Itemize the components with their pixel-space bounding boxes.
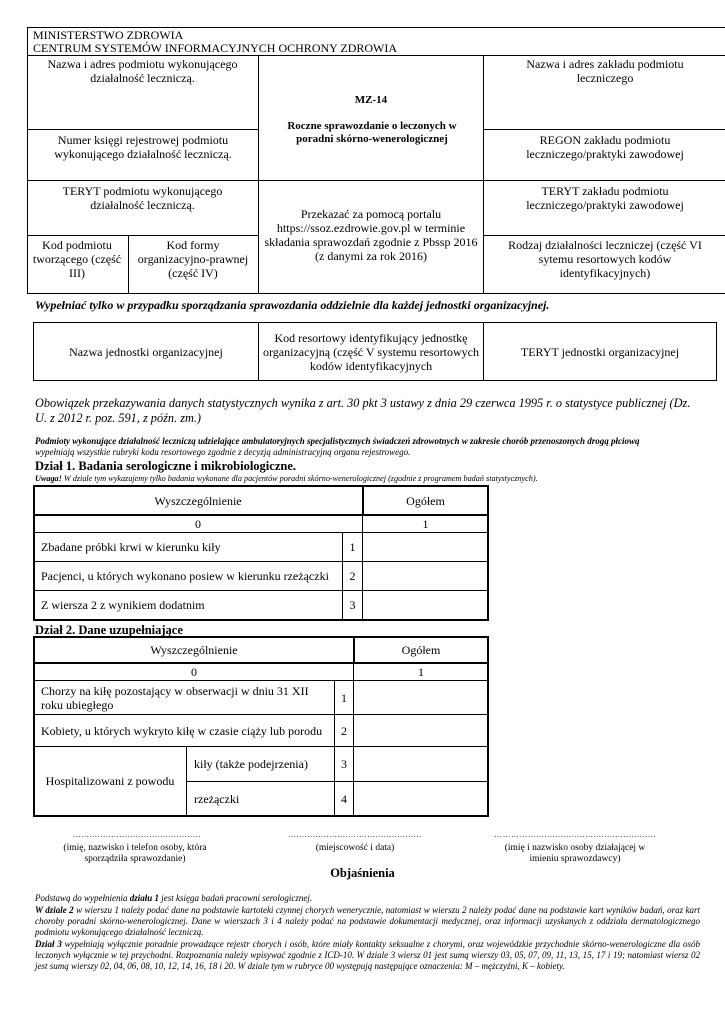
table-row-label: rzeżączki [194,792,240,806]
teryt-entity-label: TERYT podmiotu wykonującego działalność leczniczą. [62,184,223,212]
section1-title: Dział 1. Badania serologiczne i mikrobiologiczne. [35,459,296,473]
table-row-label: Zbadane próbki krwi w kierunku kiły [41,540,221,554]
ministry-name: MINISTERSTWO ZDROWIA [33,28,184,42]
entities-note-2: wypełniają wszystkie rubryki kodu resortowego zgodnie z decyzją administracyjną organu rejestrowego. [35,447,411,457]
input-cell[interactable] [354,782,487,816]
table-row-number: 2 [341,723,347,738]
section1-col1: 1 [422,517,429,531]
section2-col0: 0 [191,665,197,679]
table-row-number: 2 [349,569,356,583]
table-row-label: Chorzy na kiłę pozostający w obserwacji w dniu 31 XII roku ubiegłego [41,683,309,712]
unit-code-label: Kod resortowy identyfikujący jednostkę organizacyjną (część V systemu resortowych kodów identyfikacyjnych [263,330,479,373]
signature-line-representative: …………............................................... [494,830,656,839]
section2-head-desc: Wyszczególnienie [150,643,238,657]
regon-label: REGON zakładu podmiotu leczniczego/praktyki zawodowej [526,133,684,161]
code-entity-label: Kod podmiotu tworzącego (część III) [32,238,122,280]
table-row-label: kiły (także podejrzenia) [194,757,308,771]
unit-name-label: Nazwa jednostki organizacyjnej [69,344,223,359]
fill-note: Wypełniać tylko w przypadku sporządzania sprawozdania oddzielnie dla każdej jednostki organizacyjnej. [35,298,550,312]
input-cell[interactable] [363,591,487,619]
register-number-label: Numer księgi rejestrowej podmiotu wykonującego działalność leczniczą. [54,133,232,161]
table-row-label: Z wiersza 2 z wynikiem dodatnim [41,598,205,612]
table-row-label: Pacjenci, u których wykonano posiew w kierunku rzeżączki [41,569,329,583]
section2-head-total: Ogółem [401,643,441,657]
section2-col1: 1 [418,665,424,679]
hospitalized-label: Hospitalizowani z powodu [45,774,175,788]
section2-title: Dział 2. Dane uzupełniające [35,623,183,637]
unit-teryt-label: TERYT jednostki organizacyjnej [520,344,680,359]
signature-representative-label: (imię i nazwisko osoby działającej w imieniu sprawozdawcy) [504,843,646,864]
entities-note: Podmioty wykonujące działalność leczniczą udzielające ambulatoryjnych specjalistycznych świadczeń zdrowotnych w zakresie chorób przenoszonych drogą płciową [35,436,640,446]
section1-col0: 0 [195,517,201,531]
note-text: W dziale tym wykazujemy tylko badania wykonane dla pacjentów poradni skórno-wenerologicznej (zgodnie z programem badań statystycznych). [61,474,538,483]
explanation-3: Dział 3 wypełniają wyłącznie poradnie prowadzące rejestr chorych i osób, które miały kontakty seksualne z chorymi, oraz wojewódzkie przychodnie skórno-wenerologiczne dla osób leczonych wyłącznie w tej przychodni. Rozpoznania należy wpisywać zgodnie z ICD-10. W dziale 3 wiersz 01 jest sumą wierszy 03, 05, 07, 09, 11, 13, 15, 17 i 19; natomiast wiersz 02 jest sumą wierszy 02, 04, 06, 08, 10, 12, 14, 16, 18 i 20. W dziale tym w rubryce 00 występują następujące oznaczenia: M – mężczyźni, K – kobiety. [35,939,700,971]
explanation-1: Podstawą do wypełnienia działu 1 jest księga badań pracowni serologicznej. [35,893,313,903]
table-row-number: 4 [341,792,347,806]
teryt-facility-label: TERYT zakładu podmiotu leczniczego/praktyki zawodowej [526,184,684,212]
explanations-title: Objaśnienia [330,866,395,880]
signature-date-label: (miejscowość i data) [315,843,395,853]
input-cell[interactable] [354,715,487,746]
table-row-number: 1 [341,690,347,705]
input-cell[interactable] [363,562,487,590]
form-code: MZ-14 [354,94,388,106]
activity-type-label: Rodzaj działalności leczniczej (część VI sytemu resortowych kodów identyfikacyjnych) [508,238,702,280]
portal-info: Przekazać za pomocą portalu https://ssoz.ezdrowie.gov.pl w terminie składania sprawozdań zgodnie z Pbssp 2016 (z danymi za rok 2016) [264,207,478,263]
explanation-2: W dziale 2 w wierszu 1 należy podać dane na podstawie kartoteki czynnej chorych wenerycznie, natomiast w wierszu 2 należy podać dane na podstawie kart wyników badań, oraz kart choroby poradni skórno-wenerologicznej. Dane w wierszach 3 i 4 należy podać na podstawie dokumentacji medycznej, oraz informacji uzyskanych z oddziału dermatologicznego podmiotu wykonującego działalność leczniczą. [35,905,700,937]
code-form-label: Kod formy organizacyjno-prawnej (część IV) [137,238,249,280]
table-row-label: Kobiety, u których wykryto kiłę w czasie ciąży lub porodu [41,723,323,738]
facility-name-label: Nazwa i adres zakładu podmiotu leczniczego [526,57,684,85]
obligation-text: Obowiązek przekazywania danych statystycznych wynika z art. 30 pkt 3 ustawy z dnia 29 czerwca 1995 r. o statystyce publicznej (Dz. U. z 2012 r. poz. 591, z późn. zm.) [35,396,691,425]
signature-line-date: ................................................. [288,830,422,839]
input-cell[interactable] [363,533,487,561]
table-row-number: 3 [341,757,347,771]
form-title: Roczne sprawozdanie o leczonych w poradni skórno-wenerologicznej [287,120,457,145]
section1-note [35,474,725,484]
table-row-number: 1 [349,540,356,554]
signature-author-label: (imię, nazwisko i telefon osoby, która sporządziła sprawozdanie) [63,843,207,864]
table-row-number: 3 [349,598,356,612]
signature-line-author: ............................................... [73,830,201,839]
input-cell[interactable] [354,747,487,781]
input-cell[interactable] [354,681,487,714]
entity-name-label: Nazwa i adres podmiotu wykonującego działalność leczniczą. [47,57,238,85]
section1-head-total: Ogółem [406,493,445,508]
center-name: CENTRUM SYSTEMÓW INFORMACYJNYCH OCHRONY ZDROWIA [33,41,398,55]
section1-head-desc: Wyszczególnienie [154,493,242,508]
note-label: Uwaga! [35,474,62,483]
